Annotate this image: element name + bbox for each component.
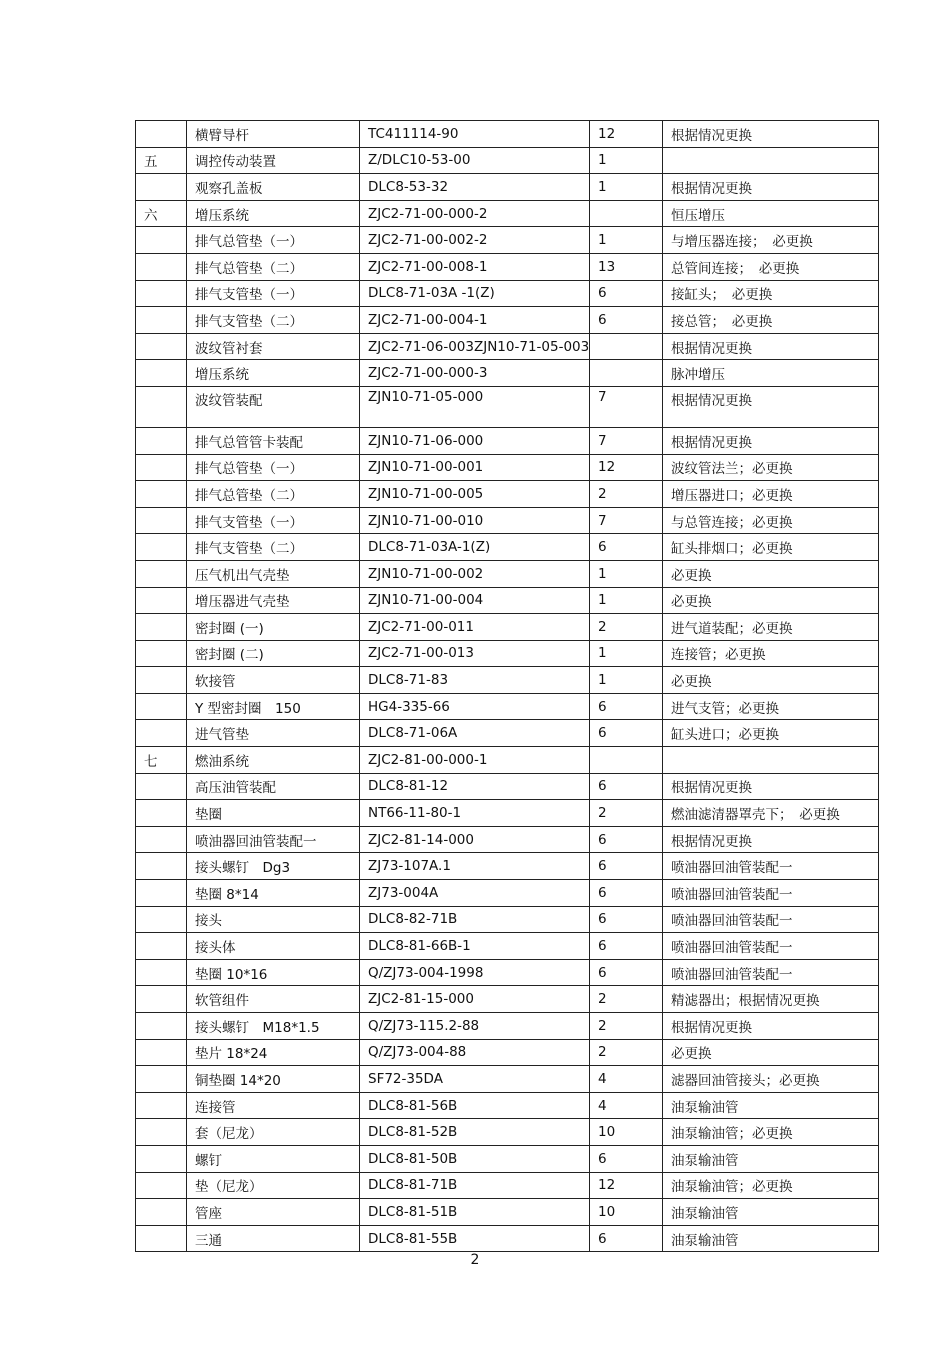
quantity-cell: 6 — [590, 933, 663, 960]
part-name-cell: 横臂导杆 — [187, 121, 360, 148]
quantity-cell: 1 — [590, 667, 663, 694]
part-number-cell: Q/ZJ73-004-1998 — [360, 959, 590, 986]
remark-cell: 缸头排烟口；必更换 — [663, 534, 879, 561]
part-number-cell: ZJC2-71-00-000-3 — [360, 360, 590, 387]
part-number-cell: DLC8-71-06A — [360, 720, 590, 747]
part-name-cell: 喷油器回油管装配一 — [187, 826, 360, 853]
remark-cell — [663, 147, 879, 174]
quantity-cell: 12 — [590, 1172, 663, 1199]
quantity-cell: 4 — [590, 1092, 663, 1119]
section-cell — [136, 280, 187, 307]
part-name-cell: 垫片 18*24 — [187, 1039, 360, 1066]
quantity-cell: 6 — [590, 534, 663, 561]
part-name-cell: 排气支管垫（一） — [187, 507, 360, 534]
part-number-cell: ZJC2-81-14-000 — [360, 826, 590, 853]
table-row — [136, 640, 879, 667]
remark-cell: 总管间连接； 必更换 — [663, 253, 879, 280]
part-name-cell: 排气总管垫（二） — [187, 481, 360, 508]
remark-cell: 缸头进口；必更换 — [663, 720, 879, 747]
quantity-cell: 6 — [590, 906, 663, 933]
remark-cell: 喷油器回油管装配一 — [663, 959, 879, 986]
section-cell — [136, 333, 187, 360]
section-cell — [136, 986, 187, 1013]
section-cell — [136, 253, 187, 280]
part-number-cell: DLC8-81-56B — [360, 1092, 590, 1119]
table-row — [136, 534, 879, 561]
remark-cell: 根据情况更换 — [663, 333, 879, 360]
section-cell — [136, 386, 187, 427]
part-number-cell: DLC8-81-51B — [360, 1199, 590, 1226]
table-row — [136, 481, 879, 508]
part-name-cell: 排气支管垫（二） — [187, 307, 360, 334]
part-name-cell: 接头 — [187, 906, 360, 933]
part-number-cell: ZJ73-004A — [360, 880, 590, 907]
part-name-cell: 观察孔盖板 — [187, 174, 360, 201]
section-cell: 七 — [136, 747, 187, 774]
quantity-cell: 6 — [590, 773, 663, 800]
quantity-cell: 1 — [590, 587, 663, 614]
section-cell: 六 — [136, 200, 187, 227]
part-number-cell: DLC8-81-55B — [360, 1225, 590, 1252]
quantity-cell: 6 — [590, 280, 663, 307]
table-row — [136, 986, 879, 1013]
table-row — [136, 560, 879, 587]
section-cell — [136, 227, 187, 254]
table-row — [136, 1199, 879, 1226]
table-row — [136, 280, 879, 307]
quantity-cell: 2 — [590, 1039, 663, 1066]
remark-cell — [663, 747, 879, 774]
remark-cell: 接总管； 必更换 — [663, 307, 879, 334]
part-number-cell: ZJC2-71-00-008-1 — [360, 253, 590, 280]
remark-cell: 恒压增压 — [663, 200, 879, 227]
part-number-cell: SF72-35DA — [360, 1066, 590, 1093]
part-name-cell: 波纹管衬套 — [187, 333, 360, 360]
part-number-cell: DLC8-82-71B — [360, 906, 590, 933]
section-cell — [136, 121, 187, 148]
part-name-cell: 压气机出气壳垫 — [187, 560, 360, 587]
table-row — [136, 880, 879, 907]
section-cell — [136, 853, 187, 880]
table-row — [136, 614, 879, 641]
remark-cell: 油泵输油管；必更换 — [663, 1119, 879, 1146]
part-name-cell: 排气总管垫（一） — [187, 454, 360, 481]
quantity-cell: 1 — [590, 174, 663, 201]
section-cell — [136, 481, 187, 508]
part-number-cell: Q/ZJ73-004-88 — [360, 1039, 590, 1066]
part-number-cell: DLC8-53-32 — [360, 174, 590, 201]
section-cell — [136, 454, 187, 481]
section-cell — [136, 1172, 187, 1199]
section-cell — [136, 826, 187, 853]
remark-cell: 根据情况更换 — [663, 121, 879, 148]
table-row — [136, 1092, 879, 1119]
part-name-cell: 垫圈 — [187, 800, 360, 827]
quantity-cell: 6 — [590, 880, 663, 907]
table-row — [136, 227, 879, 254]
part-name-cell: 管座 — [187, 1199, 360, 1226]
quantity-cell: 6 — [590, 693, 663, 720]
part-number-cell: DLC8-71-03A-1(Z) — [360, 534, 590, 561]
section-cell — [136, 959, 187, 986]
part-number-cell: NT66-11-80-1 — [360, 800, 590, 827]
remark-cell: 根据情况更换 — [663, 1013, 879, 1040]
part-number-cell: ZJC2-81-15-000 — [360, 986, 590, 1013]
remark-cell: 根据情况更换 — [663, 773, 879, 800]
part-name-cell: 垫（尼龙） — [187, 1172, 360, 1199]
part-number-cell: DLC8-81-66B-1 — [360, 933, 590, 960]
part-number-cell: DLC8-71-03A -1(Z) — [360, 280, 590, 307]
remark-cell: 油泵输油管；必更换 — [663, 1172, 879, 1199]
quantity-cell: 2 — [590, 481, 663, 508]
table-row — [136, 933, 879, 960]
quantity-cell: 10 — [590, 1119, 663, 1146]
remark-cell: 波纹管法兰；必更换 — [663, 454, 879, 481]
section-cell — [136, 720, 187, 747]
quantity-cell: 7 — [590, 427, 663, 454]
table-row — [136, 386, 879, 427]
part-number-cell: HG4-335-66 — [360, 693, 590, 720]
part-name-cell: 接头螺钉 M18*1.5 — [187, 1013, 360, 1040]
table-row — [136, 1039, 879, 1066]
quantity-cell: 1 — [590, 640, 663, 667]
table-row — [136, 1066, 879, 1093]
section-cell — [136, 1013, 187, 1040]
part-number-cell: DLC8-81-12 — [360, 773, 590, 800]
part-number-cell: ZJC2-71-00-013 — [360, 640, 590, 667]
remark-cell: 喷油器回油管装配一 — [663, 906, 879, 933]
quantity-cell: 1 — [590, 560, 663, 587]
section-cell — [136, 1199, 187, 1226]
table-row — [136, 1172, 879, 1199]
part-name-cell: 垫圈 10*16 — [187, 959, 360, 986]
table-row — [136, 121, 879, 148]
table-row — [136, 667, 879, 694]
part-number-cell: ZJC2-71-00-011 — [360, 614, 590, 641]
section-cell: 五 — [136, 147, 187, 174]
quantity-cell: 7 — [590, 386, 663, 427]
table-row — [136, 800, 879, 827]
table-row — [136, 1119, 879, 1146]
part-name-cell: 接头螺钉 Dg3 — [187, 853, 360, 880]
quantity-cell: 2 — [590, 800, 663, 827]
remark-cell: 喷油器回油管装配一 — [663, 933, 879, 960]
part-name-cell: 增压器进气壳垫 — [187, 587, 360, 614]
part-name-cell: 波纹管装配 — [187, 386, 360, 427]
part-number-cell: TC411114-90 — [360, 121, 590, 148]
section-cell — [136, 667, 187, 694]
table-row — [136, 826, 879, 853]
quantity-cell — [590, 333, 663, 360]
table-row — [136, 906, 879, 933]
part-number-cell: ZJC2-71-00-004-1 — [360, 307, 590, 334]
part-number-cell: ZJN10-71-00-010 — [360, 507, 590, 534]
part-name-cell: 燃油系统 — [187, 747, 360, 774]
part-name-cell: 排气总管垫（一） — [187, 227, 360, 254]
part-number-cell: ZJN10-71-00-004 — [360, 587, 590, 614]
table-row — [136, 253, 879, 280]
part-name-cell: 排气支管垫（二） — [187, 534, 360, 561]
quantity-cell: 6 — [590, 1225, 663, 1252]
part-number-cell: ZJC2-71-00-000-2 — [360, 200, 590, 227]
remark-cell: 滤器回油管接头；必更换 — [663, 1066, 879, 1093]
remark-cell: 喷油器回油管装配一 — [663, 853, 879, 880]
quantity-cell: 6 — [590, 1145, 663, 1172]
section-cell — [136, 1066, 187, 1093]
part-name-cell: 接头体 — [187, 933, 360, 960]
remark-cell: 连接管；必更换 — [663, 640, 879, 667]
part-number-cell: ZJN10-71-05-000 — [360, 386, 590, 427]
quantity-cell: 2 — [590, 986, 663, 1013]
part-number-cell: ZJC2-71-00-002-2 — [360, 227, 590, 254]
table-row — [136, 200, 879, 227]
section-cell — [136, 1145, 187, 1172]
part-number-cell: DLC8-81-71B — [360, 1172, 590, 1199]
section-cell — [136, 640, 187, 667]
part-name-cell: 密封圈 (二) — [187, 640, 360, 667]
remark-cell: 油泵输油管 — [663, 1199, 879, 1226]
remark-cell: 接缸头； 必更换 — [663, 280, 879, 307]
remark-cell: 进气支管；必更换 — [663, 693, 879, 720]
remark-cell: 精滤器出；根据情况更换 — [663, 986, 879, 1013]
part-name-cell: 密封圈 (一) — [187, 614, 360, 641]
quantity-cell: 12 — [590, 121, 663, 148]
part-name-cell: 软接管 — [187, 667, 360, 694]
part-number-cell: ZJC2-81-00-000-1 — [360, 747, 590, 774]
quantity-cell — [590, 200, 663, 227]
table-row — [136, 1145, 879, 1172]
table-row — [136, 174, 879, 201]
section-cell — [136, 1092, 187, 1119]
remark-cell: 必更换 — [663, 560, 879, 587]
table-row — [136, 333, 879, 360]
section-cell — [136, 1039, 187, 1066]
section-cell — [136, 906, 187, 933]
section-cell — [136, 693, 187, 720]
parts-table — [135, 120, 879, 1252]
remark-cell: 与总管连接；必更换 — [663, 507, 879, 534]
remark-cell: 燃油滤清器罩壳下； 必更换 — [663, 800, 879, 827]
part-name-cell: Y 型密封圈 150 — [187, 693, 360, 720]
quantity-cell: 1 — [590, 147, 663, 174]
part-number-cell: DLC8-81-52B — [360, 1119, 590, 1146]
part-number-cell: ZJ73-107A.1 — [360, 853, 590, 880]
page-number: 2 — [470, 1252, 480, 1268]
section-cell — [136, 427, 187, 454]
part-name-cell: 排气总管管卡装配 — [187, 427, 360, 454]
remark-cell: 油泵输油管 — [663, 1145, 879, 1172]
section-cell — [136, 560, 187, 587]
part-number-cell: ZJC2-71-06-003ZJN10-71-05-003 — [360, 333, 590, 360]
quantity-cell: 1 — [590, 227, 663, 254]
section-cell — [136, 174, 187, 201]
part-number-cell: ZJN10-71-00-002 — [360, 560, 590, 587]
part-number-cell: Z/DLC10-53-00 — [360, 147, 590, 174]
table-row — [136, 147, 879, 174]
remark-cell: 根据情况更换 — [663, 386, 879, 427]
remark-cell: 增压器进口；必更换 — [663, 481, 879, 508]
section-cell — [136, 1225, 187, 1252]
part-name-cell: 螺钉 — [187, 1145, 360, 1172]
section-cell — [136, 307, 187, 334]
quantity-cell: 7 — [590, 507, 663, 534]
part-name-cell: 铜垫圈 14*20 — [187, 1066, 360, 1093]
part-name-cell: 连接管 — [187, 1092, 360, 1119]
part-name-cell: 排气支管垫（一） — [187, 280, 360, 307]
quantity-cell: 2 — [590, 614, 663, 641]
remark-cell: 必更换 — [663, 1039, 879, 1066]
table-row — [136, 507, 879, 534]
table-row — [136, 587, 879, 614]
part-name-cell: 进气管垫 — [187, 720, 360, 747]
table-row — [136, 427, 879, 454]
remark-cell: 与增压器连接； 必更换 — [663, 227, 879, 254]
section-cell — [136, 800, 187, 827]
section-cell — [136, 1119, 187, 1146]
table-row — [136, 693, 879, 720]
remark-cell: 油泵输油管 — [663, 1092, 879, 1119]
part-number-cell: DLC8-71-83 — [360, 667, 590, 694]
quantity-cell: 6 — [590, 853, 663, 880]
remark-cell: 根据情况更换 — [663, 427, 879, 454]
table-row — [136, 853, 879, 880]
quantity-cell: 6 — [590, 826, 663, 853]
part-name-cell: 增压系统 — [187, 360, 360, 387]
table-body — [136, 121, 879, 1252]
remark-cell: 根据情况更换 — [663, 174, 879, 201]
table-row — [136, 307, 879, 334]
part-number-cell: Q/ZJ73-115.2-88 — [360, 1013, 590, 1040]
remark-cell: 脉冲增压 — [663, 360, 879, 387]
remark-cell: 油泵输油管 — [663, 1225, 879, 1252]
table-row — [136, 1225, 879, 1252]
table-row — [136, 360, 879, 387]
quantity-cell: 12 — [590, 454, 663, 481]
part-name-cell: 调控传动装置 — [187, 147, 360, 174]
quantity-cell — [590, 747, 663, 774]
quantity-cell: 6 — [590, 307, 663, 334]
part-number-cell: ZJN10-71-00-001 — [360, 454, 590, 481]
part-number-cell: ZJN10-71-00-005 — [360, 481, 590, 508]
table-row — [136, 720, 879, 747]
part-name-cell: 高压油管装配 — [187, 773, 360, 800]
quantity-cell: 6 — [590, 959, 663, 986]
quantity-cell: 6 — [590, 720, 663, 747]
part-name-cell: 增压系统 — [187, 200, 360, 227]
section-cell — [136, 933, 187, 960]
table-row — [136, 1013, 879, 1040]
remark-cell: 喷油器回油管装配一 — [663, 880, 879, 907]
section-cell — [136, 534, 187, 561]
quantity-cell: 10 — [590, 1199, 663, 1226]
part-name-cell: 三通 — [187, 1225, 360, 1252]
quantity-cell — [590, 360, 663, 387]
section-cell — [136, 880, 187, 907]
section-cell — [136, 587, 187, 614]
part-name-cell: 软管组件 — [187, 986, 360, 1013]
section-cell — [136, 614, 187, 641]
quantity-cell: 2 — [590, 1013, 663, 1040]
table-row — [136, 454, 879, 481]
part-name-cell: 垫圈 8*14 — [187, 880, 360, 907]
part-number-cell: ZJN10-71-06-000 — [360, 427, 590, 454]
part-name-cell: 套（尼龙） — [187, 1119, 360, 1146]
remark-cell: 必更换 — [663, 667, 879, 694]
table-row — [136, 773, 879, 800]
table-row — [136, 959, 879, 986]
quantity-cell: 4 — [590, 1066, 663, 1093]
remark-cell: 进气道装配；必更换 — [663, 614, 879, 641]
section-cell — [136, 360, 187, 387]
table-row — [136, 747, 879, 774]
remark-cell: 必更换 — [663, 587, 879, 614]
remark-cell: 根据情况更换 — [663, 826, 879, 853]
section-cell — [136, 507, 187, 534]
section-cell — [136, 773, 187, 800]
part-name-cell: 排气总管垫（二） — [187, 253, 360, 280]
quantity-cell: 13 — [590, 253, 663, 280]
part-number-cell: DLC8-81-50B — [360, 1145, 590, 1172]
